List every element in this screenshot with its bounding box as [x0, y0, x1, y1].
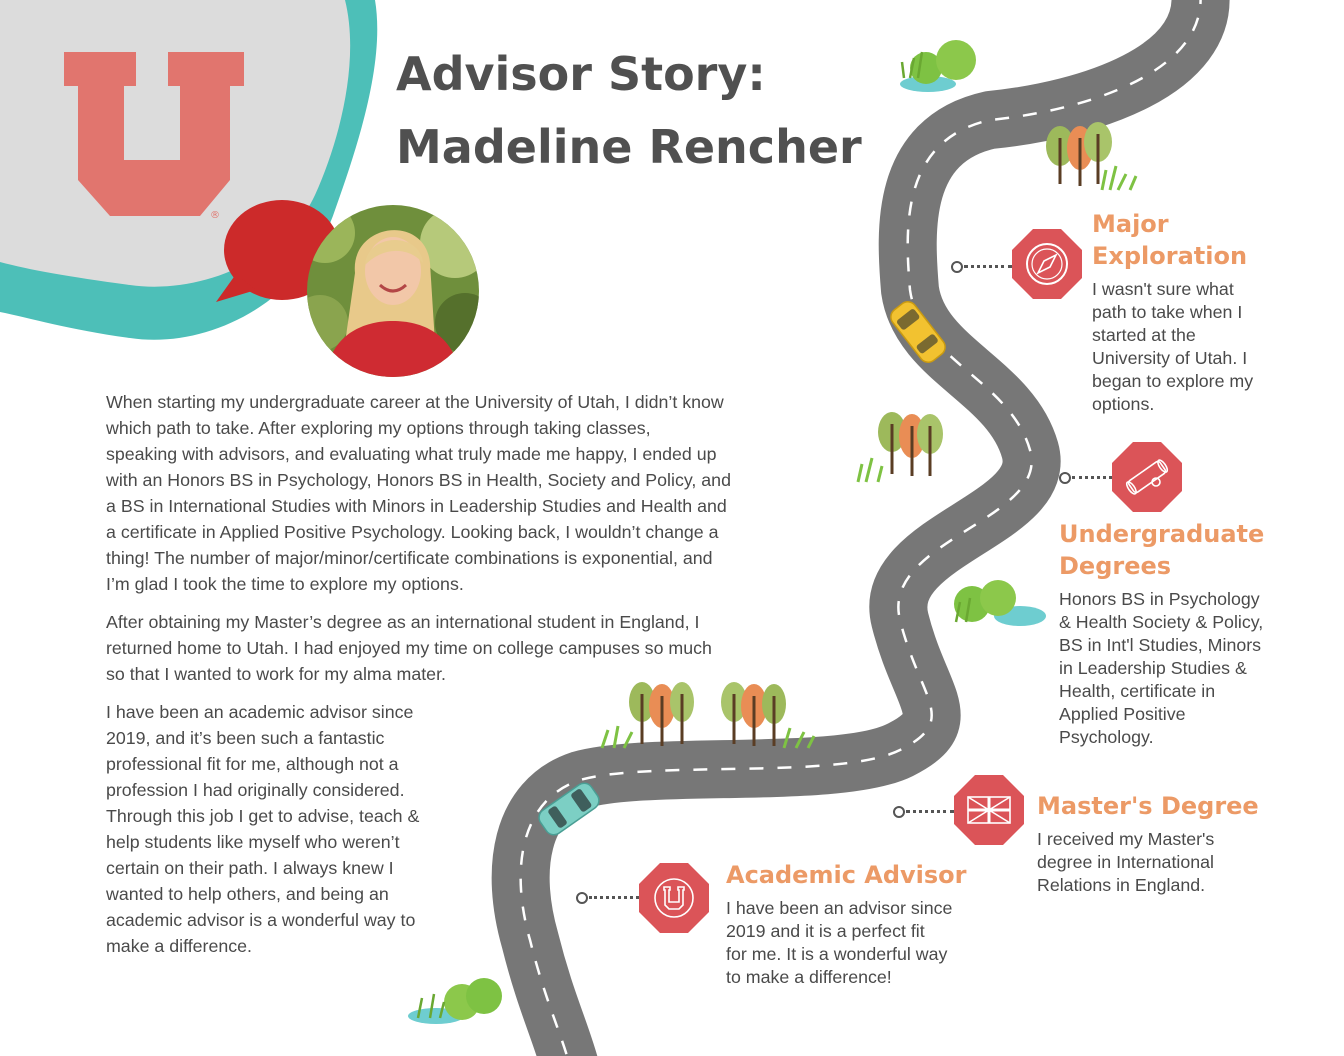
connector-dot: [893, 806, 905, 818]
text-line: I received my Master's: [1037, 829, 1215, 849]
title-line: Degrees: [1059, 552, 1172, 580]
milestone-text: [1092, 278, 1322, 416]
text-line: wanted to help others, and being an: [106, 884, 389, 904]
text-line: When starting my undergraduate career at the University of Utah, I didn’t know: [106, 392, 724, 412]
text-line: Psychology.: [1059, 727, 1154, 747]
milestone-major: [1092, 208, 1322, 416]
text-line: Health, certificate in: [1059, 681, 1216, 701]
text-line: started at the: [1092, 325, 1196, 345]
bush-icon: [898, 38, 990, 94]
text-line: Relations in England.: [1037, 875, 1206, 895]
text-line: options.: [1092, 394, 1155, 414]
text-line: with an Honors BS in Psychology, Honors BS in Health, Society and Policy, and: [106, 470, 731, 490]
text-line: BS in Int'l Studies, Minors: [1059, 635, 1262, 655]
paragraph: [106, 609, 826, 687]
trees-icon: [852, 406, 952, 486]
title-line: Madeline Rencher: [396, 120, 862, 174]
text-line: began to explore my: [1092, 371, 1254, 391]
title-line: Undergraduate: [1059, 520, 1265, 548]
registered-mark: ®: [210, 210, 220, 221]
connector-line: [964, 265, 1012, 268]
text-line: profession I had originally considered.: [106, 780, 405, 800]
diploma-icon: [1112, 442, 1182, 512]
text-line: thing! The number of major/minor/certificate combinations is exponential, and: [106, 548, 713, 568]
text-line: Honors BS in Psychology: [1059, 589, 1260, 609]
bush-icon: [948, 574, 1048, 630]
milestone-badge-masters: [954, 775, 1024, 845]
milestone-undergrad: [1059, 518, 1329, 749]
text-line: for me. It is a wonderful way: [726, 944, 948, 964]
text-line: path to take when I: [1092, 302, 1243, 322]
milestone-text: [1037, 828, 1307, 897]
connector-line: [1072, 476, 1112, 479]
text-line: After obtaining my Master’s degree as an international student in England, I: [106, 612, 700, 632]
text-line: certain on their path. I always knew I: [106, 858, 394, 878]
milestone-title: [1059, 518, 1329, 582]
text-line: academic advisor is a wonderful way to: [106, 910, 416, 930]
text-line: I wasn't sure what: [1092, 279, 1234, 299]
text-line: which path to take. After exploring my options through taking classes,: [106, 418, 651, 438]
trees-icon: [1040, 118, 1140, 194]
intro-text: [106, 389, 826, 959]
bush-icon: [404, 976, 510, 1026]
text-line: a certificate in Applied Positive Psychology. Looking back, I wouldn’t change a: [106, 522, 719, 542]
text-line: a BS in International Studies with Minors in Leadership Studies and Health and: [106, 496, 727, 516]
title-line: Academic Advisor: [726, 861, 967, 889]
connector-dot: [951, 261, 963, 273]
text-line: Applied Positive: [1059, 704, 1186, 724]
text-line: to make a difference!: [726, 967, 892, 987]
text-line: University of Utah. I: [1092, 348, 1248, 368]
milestone-masters: [1037, 790, 1307, 897]
milestone-advisor: [726, 859, 996, 989]
text-line: make a difference.: [106, 936, 252, 956]
connector-dot: [576, 892, 588, 904]
milestone-title: [726, 859, 996, 891]
text-line: 2019, and it’s been such a fantastic: [106, 728, 385, 748]
paragraph: [106, 699, 826, 959]
connector-line: [589, 896, 639, 899]
milestone-badge-major: [1012, 229, 1082, 299]
university-u-icon: [639, 863, 709, 933]
text-line: speaking with advisors, and evaluating what truly made me happy, I ended up: [106, 444, 717, 464]
title-line: Exploration: [1092, 242, 1248, 270]
milestone-title: [1037, 790, 1307, 822]
text-line: I have been an advisor since: [726, 898, 953, 918]
text-line: I’m glad I took the time to explore my options.: [106, 574, 464, 594]
milestone-title: [1092, 208, 1322, 272]
title-line: Advisor Story:: [396, 47, 766, 101]
yellow-car-icon: [886, 296, 950, 368]
connector-line: [906, 810, 954, 813]
text-line: so that I wanted to work for my alma mater.: [106, 664, 446, 684]
text-line: professional fit for me, although not a: [106, 754, 399, 774]
milestone-text: [726, 897, 996, 989]
title-line: Major: [1092, 210, 1169, 238]
title-line: Master's Degree: [1037, 792, 1259, 820]
text-line: degree in International: [1037, 852, 1214, 872]
text-line: help students like myself who weren’t: [106, 832, 400, 852]
text-line: in Leadership Studies &: [1059, 658, 1247, 678]
uk-flag-icon: [954, 775, 1024, 845]
milestone-badge-undergrad: [1112, 442, 1182, 512]
compass-icon: [1012, 229, 1082, 299]
text-line: & Health Society & Policy,: [1059, 612, 1264, 632]
text-line: I have been an academic advisor since: [106, 702, 414, 722]
text-line: Through this job I get to advise, teach &: [106, 806, 420, 826]
connector-dot: [1059, 472, 1071, 484]
paragraph: [106, 389, 826, 597]
milestone-text: [1059, 588, 1329, 749]
text-line: 2019 and it is a perfect fit: [726, 921, 925, 941]
milestone-badge-advisor: [639, 863, 709, 933]
text-line: returned home to Utah. I had enjoyed my time on college campuses so much: [106, 638, 712, 658]
